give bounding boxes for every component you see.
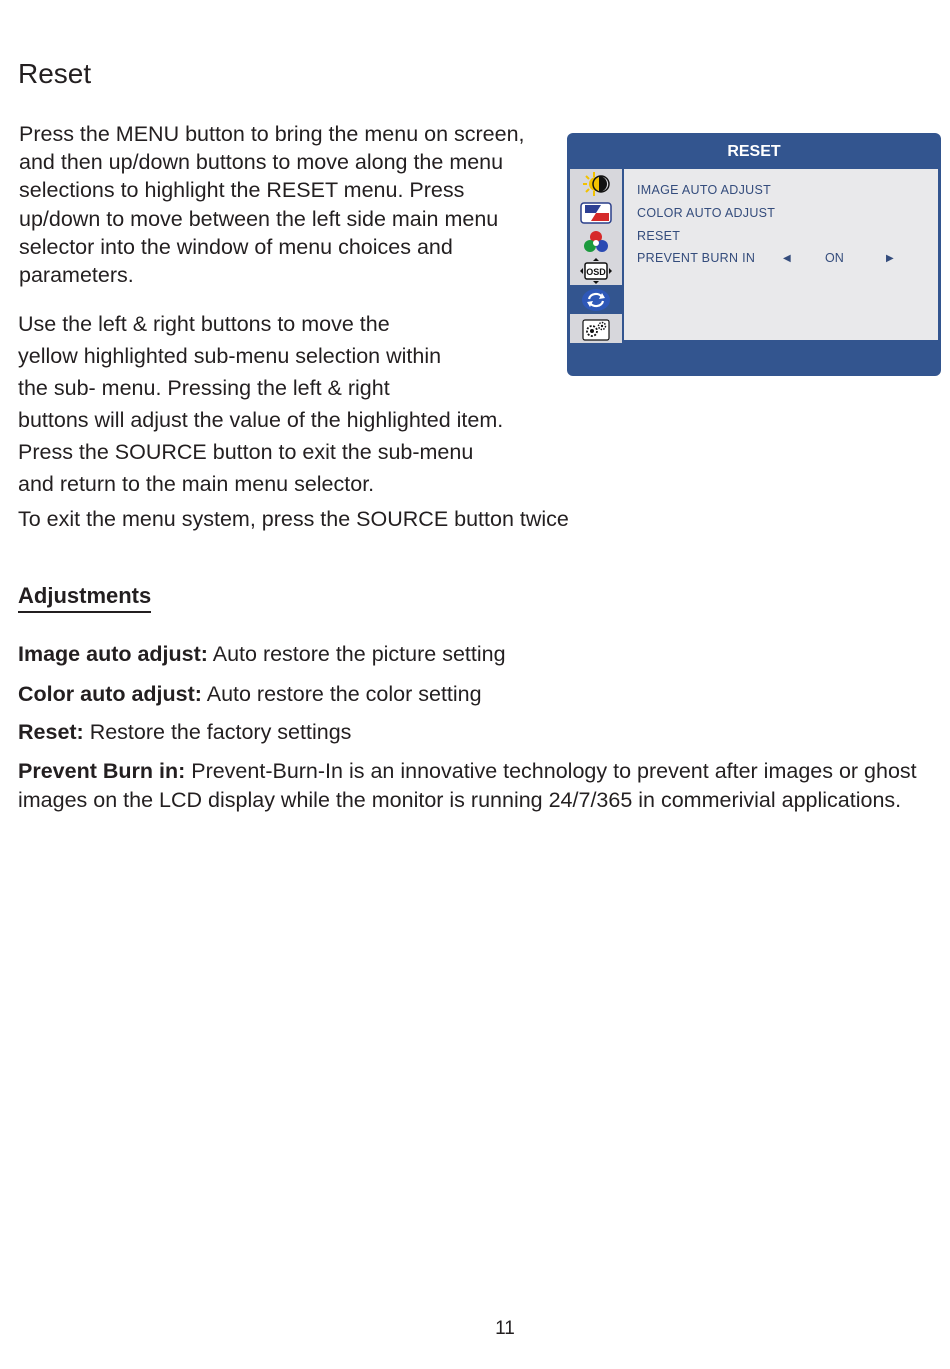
adjustment-image-auto <box>18 642 506 667</box>
osd-item-prevent-burn-in: PREVENT BURN IN <box>637 251 756 265</box>
reset-icon <box>570 285 622 314</box>
osd-menu <box>567 133 941 376</box>
adjustment-term: Color auto adjust: <box>18 682 202 706</box>
brightness-icon <box>570 169 622 198</box>
osd-title: RESET <box>727 143 781 160</box>
arrow-left-icon: ◀ <box>783 253 791 264</box>
adjustment-desc: Prevent-Burn-In is an innovative technology to prevent after images or ghost images on the LCD display while the monitor is running 24/7/365 in commerivial applications. <box>18 759 917 812</box>
osd-burn-value: ON <box>825 251 844 265</box>
adjustment-term: Prevent Burn in: <box>18 759 186 783</box>
instruction-line: yellow highlighted sub-menu selection within <box>18 344 442 368</box>
osd-item-image-auto-adjust: IMAGE AUTO ADJUST <box>637 183 772 197</box>
osd-icon <box>570 256 622 285</box>
adjustment-prevent-burn-in <box>18 757 923 814</box>
adjustments-heading: Adjustments <box>18 583 151 613</box>
adjustment-desc: Auto restore the picture setting <box>207 642 506 666</box>
svg-text:OSD: OSD <box>586 266 606 277</box>
instruction-line: the sub- menu. Pressing the left & right <box>18 376 390 400</box>
instruction-line: and return to the main menu selector. <box>18 472 375 496</box>
color-icon <box>570 198 622 227</box>
adjustment-desc: Restore the factory settings <box>83 720 352 744</box>
settings-icon <box>570 314 622 343</box>
instruction-line: To exit the menu system, press the SOURCE button twice <box>18 507 569 531</box>
page-title: Reset <box>18 58 92 89</box>
osd-icon-column <box>570 169 622 343</box>
intro-paragraph: Press the MENU button to bring the menu on screen, and then up/down buttons to move along the menu selections to highlight the RESET menu. Press up/down to move between the left side main menu selector into the window of menu choices and parameters. <box>19 122 525 288</box>
osd-options-panel <box>624 169 938 340</box>
adjustment-term: Image auto adjust: <box>18 642 208 666</box>
adjustment-term: Reset: <box>18 720 84 744</box>
adjustment-desc: Auto restore the color setting <box>201 682 482 706</box>
arrow-right-icon: ▶ <box>886 253 894 264</box>
osd-item-color-auto-adjust: COLOR AUTO ADJUST <box>637 206 776 220</box>
rgb-icon <box>570 227 622 256</box>
instruction-line: Press the SOURCE button to exit the sub-menu <box>18 440 474 464</box>
page-number: 11 <box>495 1318 515 1339</box>
osd-item-reset: RESET <box>637 229 681 243</box>
instruction-line: Use the left & right buttons to move the <box>18 312 390 336</box>
adjustment-reset <box>18 720 351 745</box>
instruction-line: buttons will adjust the value of the highlighted item. <box>18 408 504 432</box>
adjustment-color-auto <box>18 682 482 707</box>
